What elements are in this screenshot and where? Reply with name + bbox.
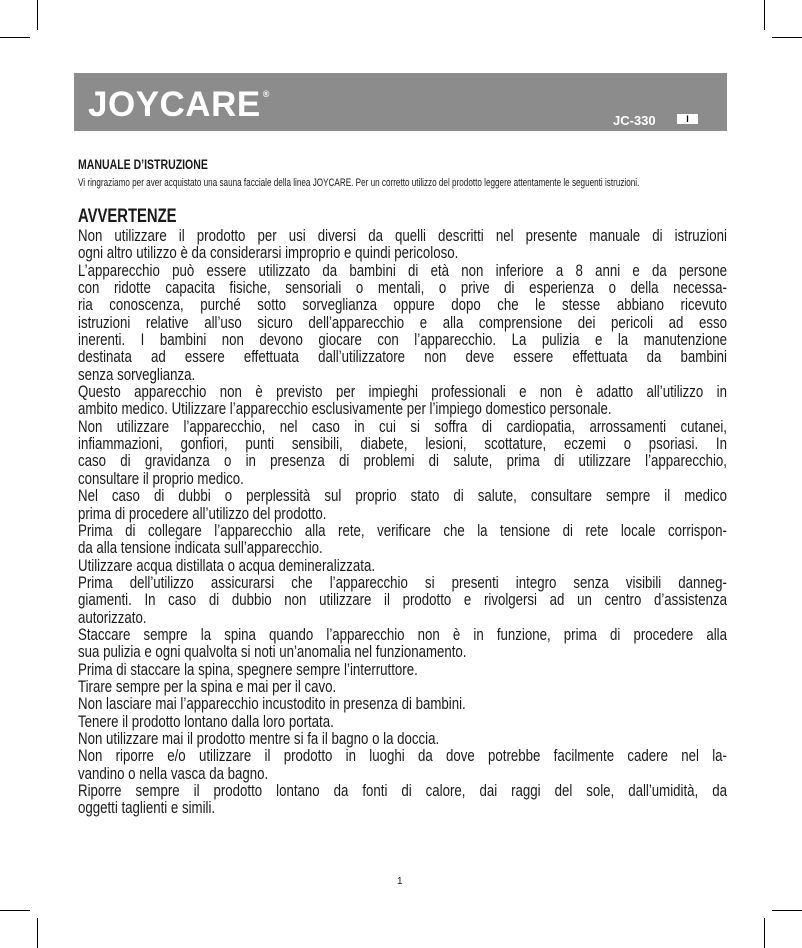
text-line: vandino o nella vasca da bagno. (78, 763, 269, 783)
text-line: destinata ad essere effettuata dall’utilizzatore non deve essere effettuata da bambini (78, 347, 727, 367)
text-line: ambito medico. Utilizzare l’apparecchio esclusivamente per l’impiego domestico personale. (78, 399, 612, 419)
text-line: Non utilizzare l’apparecchio, nel caso in cui si soffra di cardiopatia, arrossamenti cutanei, (78, 416, 727, 436)
model-number: JC-330 (613, 113, 656, 128)
text-line: Non riporre e/o utilizzare il prodotto in luoghi da dove potrebbe facilmente cadere nel la- (78, 746, 727, 766)
crop-mark (772, 910, 802, 911)
text-line: istruzioni relative all’uso sicuro dell’apparecchio e alla comprensione dei pericoli ad esso (78, 312, 727, 332)
text-line: Tenere il prodotto lontano dalla loro portata. (78, 711, 334, 731)
text-line: Prima dell’utilizzo assicurarsi che l’apparecchio si presenti integro senza visibili danneg- (78, 572, 727, 592)
text-line: infiammazioni, gonfiori, punti sensibili, diabete, lesioni, scottature, eczemi o psoriasi. In (78, 434, 727, 454)
text-line: Questo apparecchio non è previsto per impieghi professionali e non è adatto all’utilizzo in (78, 382, 727, 402)
crop-mark (0, 37, 30, 38)
manual-title: MANUALE D’ISTRUZIONE (78, 157, 208, 172)
crop-mark (37, 918, 38, 948)
intro-text: Vi ringraziamo per aver acquistato una sauna facciale della linea JOYCARE. Per un corretto utilizzo del prodotto leggere attentamente le seguenti istruzioni. (78, 177, 640, 189)
text-line: L’apparecchio può essere utilizzato da bambini di età non inferiore a 8 anni e da persone (78, 260, 727, 280)
crop-mark (37, 0, 38, 30)
text-line: con ridotte capacita fisiche, sensoriali o mentali, o prive di esperienza o della necessa- (78, 278, 727, 298)
text-line: consultare il proprio medico. (78, 468, 244, 488)
registered-mark: ® (262, 89, 270, 99)
text-line: prima di procedere all’utilizzo del prodotto. (78, 503, 327, 523)
text-line: Prima di staccare la spina, spegnere sempre l’interruttore. (78, 659, 418, 679)
crop-mark (764, 0, 765, 30)
crop-mark (772, 37, 802, 38)
text-line: Non utilizzare il prodotto per usi diversi da quelli descritti nel presente manuale di istruzioni (78, 226, 727, 245)
language-badge: I (677, 114, 698, 124)
text-line: Staccare sempre la spina quando l’apparecchio non è in funzione, prima di procedere alla (78, 624, 727, 644)
warnings-body (78, 227, 727, 817)
text-line: autorizzato. (78, 607, 147, 627)
text-line: sua pulizia e ogni qualvolta si noti un’anomalia nel funzionamento. (78, 642, 467, 662)
text-line: Non lasciare mai l’apparecchio incustodito in presenza di bambini. (78, 694, 466, 714)
text-line: Tirare sempre per la spina e mai per il cavo. (78, 676, 337, 696)
brand-logo (88, 85, 270, 125)
text-line: Prima di collegare l’apparecchio alla rete, verificare che la tensione di rete locale corrispon- (78, 520, 727, 540)
text-line: Riporre sempre il prodotto lontano da fonti di calore, dai raggi del sole, dall’umidità, da (78, 781, 727, 800)
text-line: inerenti. I bambini non devono giocare con l’apparecchio. La pulizia e la manutenzione (78, 330, 727, 350)
brand-name: JOYCARE (88, 85, 261, 124)
text-line: Utilizzare acqua distillata o acqua demineralizzata. (78, 555, 376, 575)
text-line: caso di gravidanza o in presenza di problemi di salute, prima di utilizzare l’apparecchio, (78, 451, 727, 471)
text-line: giamenti. In caso di dubbio non utilizzare il prodotto e rivolgersi ad un centro d’assistenza (78, 590, 727, 610)
text-line: oggetti taglienti e simili. (78, 798, 216, 818)
warnings-title: AVVERTENZE (78, 206, 177, 227)
crop-mark (0, 910, 30, 911)
text-line: Nel caso di dubbi o perplessità sul proprio stato di salute, consultare sempre il medico (78, 486, 727, 506)
text-line: ogni altro utilizzo è da considerarsi improprio e quindi pericoloso. (78, 243, 459, 263)
crop-mark (764, 918, 765, 948)
header-banner (74, 73, 727, 131)
text-line: senza sorveglianza. (78, 364, 196, 384)
text-line: da alla tensione indicata sull’apparecchio. (78, 538, 323, 558)
page-number: 1 (397, 876, 403, 887)
text-line: Non utilizzare mai il prodotto mentre si fa il bagno o la doccia. (78, 728, 440, 748)
text-line: ria conoscenza, purché sotto sorveglianza oppure dopo che le stesse abbiano ricevuto (78, 295, 727, 315)
